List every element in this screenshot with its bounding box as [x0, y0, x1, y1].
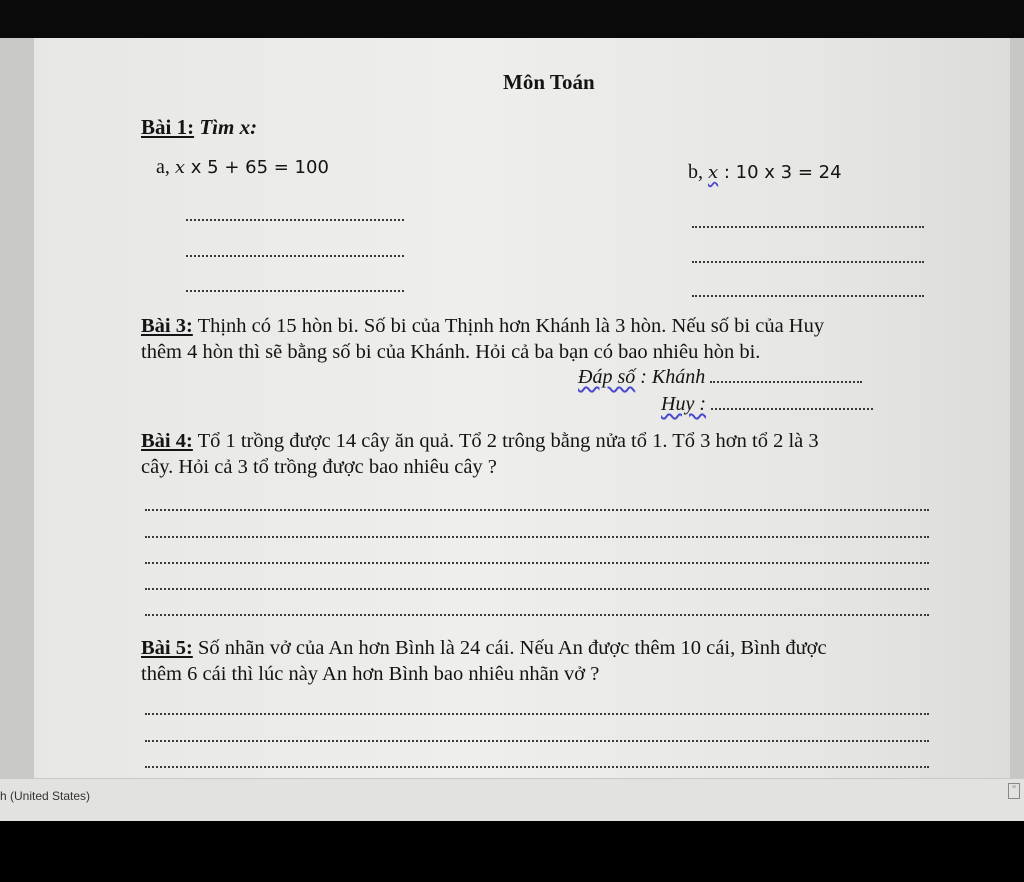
- answer-line-4-1: [145, 509, 929, 511]
- exercise-4-label: Bài 4:: [141, 430, 193, 452]
- document-status-icon[interactable]: ≡: [1008, 783, 1020, 799]
- exercise-3-line-2: thêm 4 hòn thì sẽ bằng số bi của Khánh. Hỏi cả ba bạn có bao nhiêu hòn bi.: [141, 341, 761, 363]
- exercise-3: [141, 313, 824, 365]
- answer-khanh-blank: [710, 367, 862, 383]
- screen-bottom-bezel: [0, 821, 1024, 882]
- exercise-4: [141, 428, 819, 480]
- answer-line-a1: [186, 219, 404, 221]
- exercise-1-instruction: Tìm x:: [199, 115, 258, 139]
- editor-left-margin: [0, 38, 34, 778]
- equation-a-expression: x 5 + 65 = 100: [185, 157, 329, 178]
- answer-line-a3: [186, 290, 404, 292]
- answer-line-5-3: [145, 766, 929, 768]
- exercise-4-line-2: cây. Hỏi cả 3 tổ trồng được bao nhiêu cây ?: [141, 456, 497, 478]
- exercise-1-heading: [141, 115, 257, 140]
- equation-b-expression: : 10 x 3 = 24: [718, 162, 842, 183]
- equation-a-prefix: a,: [156, 156, 170, 178]
- status-bar: [0, 778, 1024, 822]
- exercise-1-label: Bài 1:: [141, 115, 195, 139]
- answer-line-4-3: [145, 562, 929, 564]
- exercise-5-line-1: Số nhãn vở của An hơn Bình là 24 cái. Nếu An được thêm 10 cái, Bình được: [192, 637, 827, 659]
- answer-label: Đáp số: [578, 366, 636, 388]
- document-title: Môn Toán: [503, 70, 595, 94]
- answer-huy: [661, 393, 873, 416]
- answer-line-5-2: [145, 740, 929, 742]
- answer-line-4-2: [145, 536, 929, 538]
- equation-a-variable: x: [174, 157, 186, 178]
- answer-line-a2: [186, 255, 404, 257]
- answer-khanh-label: : Khánh: [635, 366, 706, 388]
- editor-right-margin: [1010, 38, 1024, 778]
- exercise-4-line-1: Tổ 1 trồng được 14 cây ăn quả. Tổ 2 trông bằng nửa tổ 1. Tổ 3 hơn tổ 2 là 3: [192, 430, 819, 452]
- answer-line-4-5: [145, 614, 929, 616]
- answer-line-5-1: [145, 713, 929, 715]
- answer-line-b3: [692, 295, 924, 297]
- equation-a: [156, 156, 329, 179]
- exercise-3-line-1: Thịnh có 15 hòn bi. Số bi của Thịnh hơn Khánh là 3 hòn. Nếu số bi của Huy: [192, 315, 825, 337]
- answer-huy-label: Huy :: [661, 393, 706, 415]
- answer-line-b1: [692, 226, 924, 228]
- equation-b-variable: x: [708, 162, 719, 183]
- status-language[interactable]: h (United States): [0, 789, 91, 803]
- exercise-5-label: Bài 5:: [141, 637, 193, 659]
- exercise-5: [141, 635, 827, 687]
- equation-b-prefix: b,: [688, 161, 703, 183]
- answer-line-4-4: [145, 588, 929, 590]
- exercise-3-label: Bài 3:: [141, 315, 193, 337]
- answer-line-b2: [692, 261, 924, 263]
- answer-khanh: [578, 366, 862, 389]
- exercise-5-line-2: thêm 6 cái thì lúc này An hơn Bình bao nhiêu nhãn vở ?: [141, 663, 600, 685]
- answer-huy-blank: [711, 394, 873, 410]
- screen-top-bezel: [0, 0, 1024, 38]
- equation-b: [688, 161, 842, 184]
